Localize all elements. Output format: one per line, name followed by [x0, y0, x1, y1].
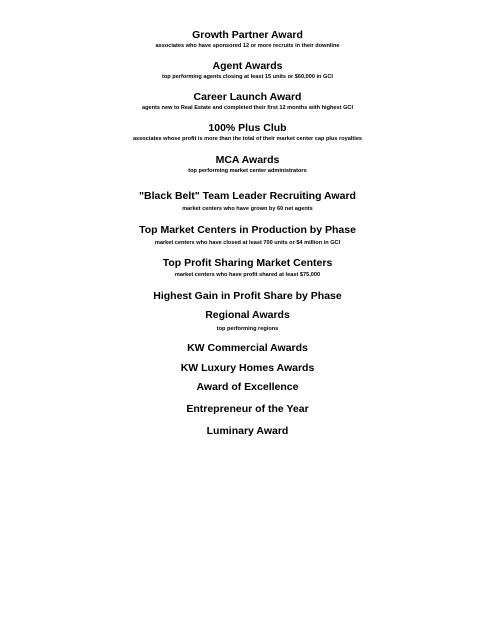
award-desc-top-market-centers: market centers who have closed at least 700 units or $4 million in GCI	[154, 240, 341, 246]
award-title-top-profit-sharing: Top Profit Sharing Market Centers	[162, 257, 333, 269]
award-title-highest-gain: Highest Gain in Profit Share by Phase	[153, 290, 342, 302]
award-desc-career-launch: agents new to Real Estate and completed their first 12 months with highest GCI	[141, 105, 354, 111]
award-title-growth-partner: Growth Partner Award	[192, 29, 303, 41]
award-title-excellence: Award of Excellence	[196, 381, 299, 393]
award-desc-top-profit-sharing: market centers who have profit shared at least $75,000	[174, 272, 321, 278]
award-title-career-launch: Career Launch Award	[193, 91, 302, 103]
award-title-entrepreneur: Entrepreneur of the Year	[186, 403, 309, 415]
award-title-kw-commercial: KW Commercial Awards	[187, 342, 308, 354]
award-title-luminary: Luminary Award	[206, 425, 289, 437]
award-desc-agent: top performing agents closing at least 15 units or $60,000 in GCI	[162, 74, 333, 80]
award-title-mca: MCA Awards	[215, 154, 280, 166]
award-desc-growth-partner: associates who have sponsored 12 or more recruits in their downline	[155, 43, 340, 49]
award-desc-100-plus-club: associates whose profit is more than the total of their market center cap plus royalties	[132, 136, 363, 142]
award-title-100-plus-club: 100% Plus Club	[208, 122, 287, 134]
award-title-top-market-centers: Top Market Centers in Production by Phase	[139, 224, 356, 236]
award-desc-regional: top performing regions	[216, 326, 279, 332]
award-desc-black-belt: market centers who have grown by 60 net agents	[182, 206, 313, 212]
award-desc-mca: top performing market center administrators	[188, 168, 307, 174]
award-title-kw-luxury-homes: KW Luxury Homes Awards	[180, 362, 315, 374]
award-title-regional: Regional Awards	[205, 309, 290, 321]
award-title-agent: Agent Awards	[212, 60, 283, 72]
award-title-black-belt: "Black Belt" Team Leader Recruiting Award	[139, 190, 356, 202]
